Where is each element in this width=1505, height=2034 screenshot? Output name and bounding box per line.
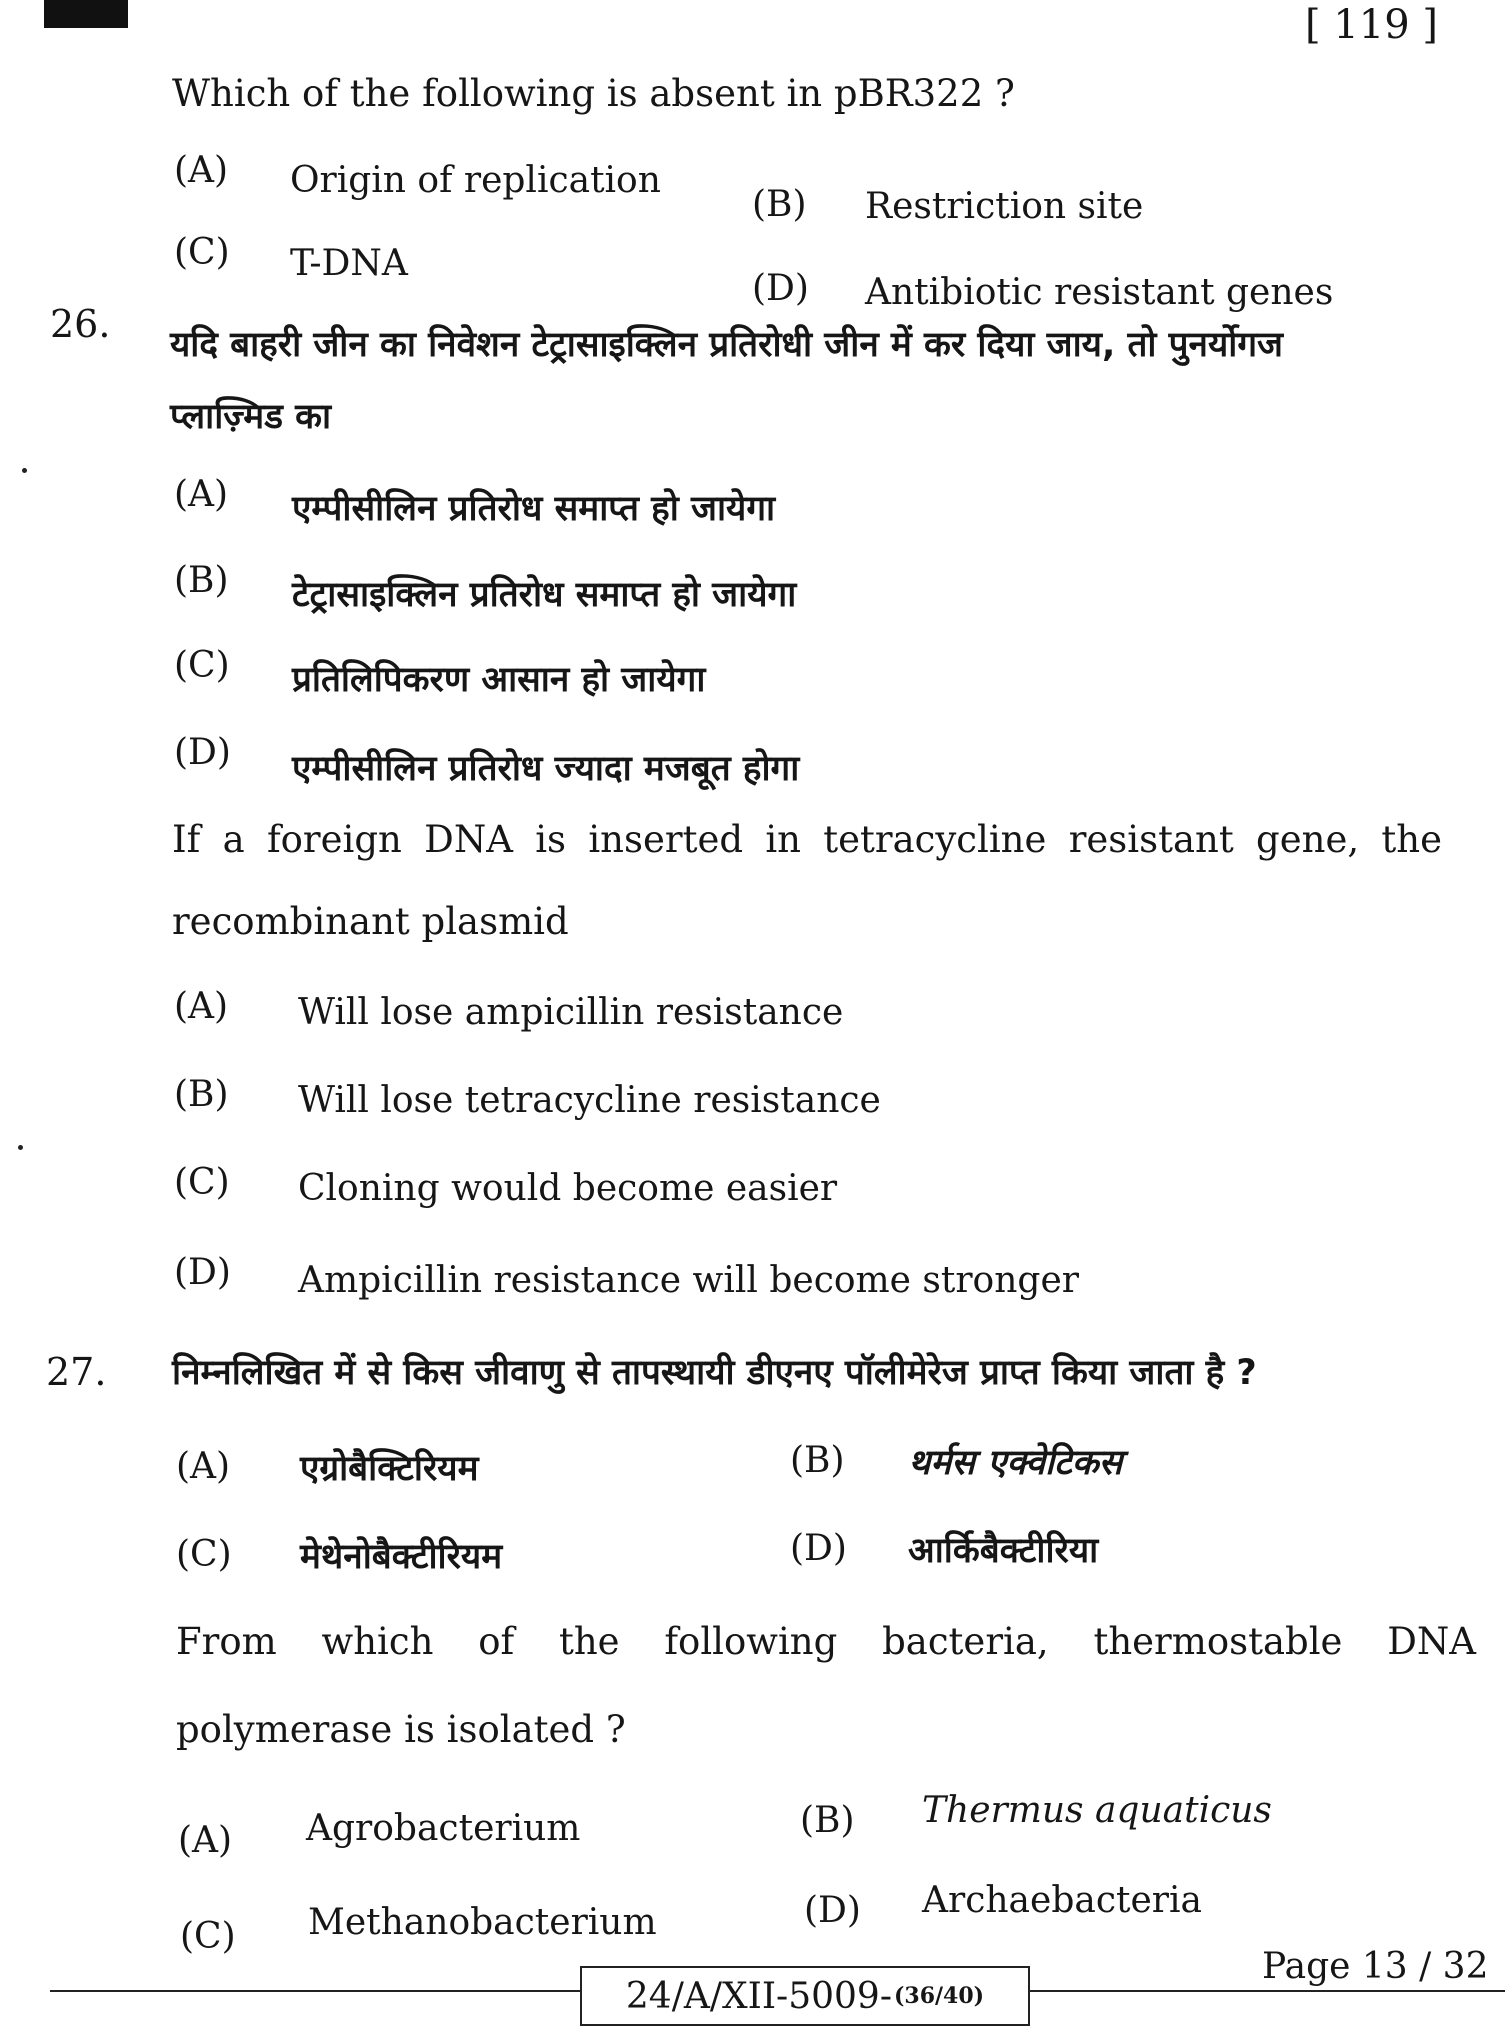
q26-hindi-option-d-label: (D) [174,732,231,773]
q25-option-b-label: (B) [752,184,807,225]
q26-english-option-b-text: Will lose tetracycline resistance [298,1080,881,1121]
q27-english-option-d-label: (D) [804,1890,861,1931]
q25-option-a-text: Origin of replication [290,160,661,201]
q25-option-c-label: (C) [174,232,230,273]
q25-question: Which of the following is absent in pBR322 ? [172,72,1015,115]
q27-hindi-option-d-label: (D) [790,1528,847,1569]
q26-english-option-a-text: Will lose ampicillin resistance [298,992,844,1033]
q26-question-hindi-line2: प्लाज़्मिड का [170,397,332,437]
q27-hindi-option-d-text: आर्किबैक्टीरिया [908,1531,1099,1571]
q26-hindi-option-c-text: प्रतिलिपिकरण आसान हो जायेगा [292,660,706,700]
q27-hindi-option-b-text: थर्मस एक्वेटिकस [908,1443,1123,1483]
q27-hindi-option-c-label: (C) [176,1534,232,1575]
q27-english-option-a-text: Agrobacterium [306,1808,581,1849]
q26-hindi-option-a-label: (A) [174,474,229,515]
q27-english-option-b-text: Thermus aquaticus [922,1790,1272,1831]
scan-speck [18,1145,23,1150]
paper-code-suffix: (36/40) [894,1983,985,2009]
scan-speck [22,468,27,473]
q26-question-english-line1: If a foreign DNA is inserted in tetracycline resistant gene, the [172,818,1442,861]
page-number: [ 119 ] [1305,2,1438,48]
q27-english-option-b-label: (B) [800,1800,855,1841]
q26-english-option-d-text: Ampicillin resistance will become stronger [298,1260,1079,1301]
paper-code: 24/A/XII-5009- [625,1975,892,2017]
q27-hindi-option-a-text: एग्रोबैक्टिरियम [300,1449,479,1489]
q26-english-option-c-text: Cloning would become easier [298,1168,838,1209]
q25-option-c-text: T-DNA [290,243,408,284]
q26-english-option-a-label: (A) [174,986,229,1027]
q26-hindi-option-c-label: (C) [174,645,230,686]
corner-mark [44,0,128,28]
q26-hindi-option-b-label: (B) [174,560,229,601]
q27-number: 27. [46,1350,107,1394]
q26-english-option-b-label: (B) [174,1074,229,1115]
q26-question-hindi-line1: यदि बाहरी जीन का निवेशन टेट्रासाइक्लिन प्रतिरोधी जीन में कर दिया जाय, तो पुनर्योगज [170,325,1283,365]
q26-english-option-c-label: (C) [174,1162,230,1203]
q25-option-d-label: (D) [752,268,809,309]
q26-question-english-line2: recombinant plasmid [172,900,569,943]
q27-question-hindi: निम्नलिखित में से किस जीवाणु से तापस्थायी डीएनए पॉलीमेरेज प्राप्त किया जाता है ? [172,1353,1257,1393]
q27-question-english-line2: polymerase is isolated ? [176,1708,626,1751]
q26-number: 26. [50,302,111,346]
q27-english-option-c-text: Methanobacterium [308,1902,657,1943]
q27-hindi-option-c-text: मेथेनोबैक्टीरियम [300,1537,503,1577]
q25-option-a-label: (A) [174,150,229,191]
page-count: Page 13 / 32 [1262,1946,1489,1987]
q27-hindi-option-b-label: (B) [790,1440,845,1481]
q25-option-d-text: Antibiotic resistant genes [865,272,1334,313]
q26-hindi-option-d-text: एम्पीसीलिन प्रतिरोध ज्यादा मजबूत होगा [292,749,800,789]
q27-english-option-d-text: Archaebacteria [922,1880,1202,1921]
q27-hindi-option-a-label: (A) [176,1446,231,1487]
q27-english-option-c-label: (C) [180,1916,236,1957]
q27-english-option-a-label: (A) [178,1820,233,1861]
q26-hindi-option-b-text: टेट्रासाइक्लिन प्रतिरोध समाप्त हो जायेगा [292,575,797,615]
paper-code-box [580,1966,1030,2026]
q26-hindi-option-a-text: एम्पीसीलिन प्रतिरोध समाप्त हो जायेगा [292,489,776,529]
q27-question-english-line1: From which of the following bacteria, thermostable DNA [176,1620,1476,1663]
q26-english-option-d-label: (D) [174,1252,231,1293]
q25-option-b-text: Restriction site [865,186,1144,227]
